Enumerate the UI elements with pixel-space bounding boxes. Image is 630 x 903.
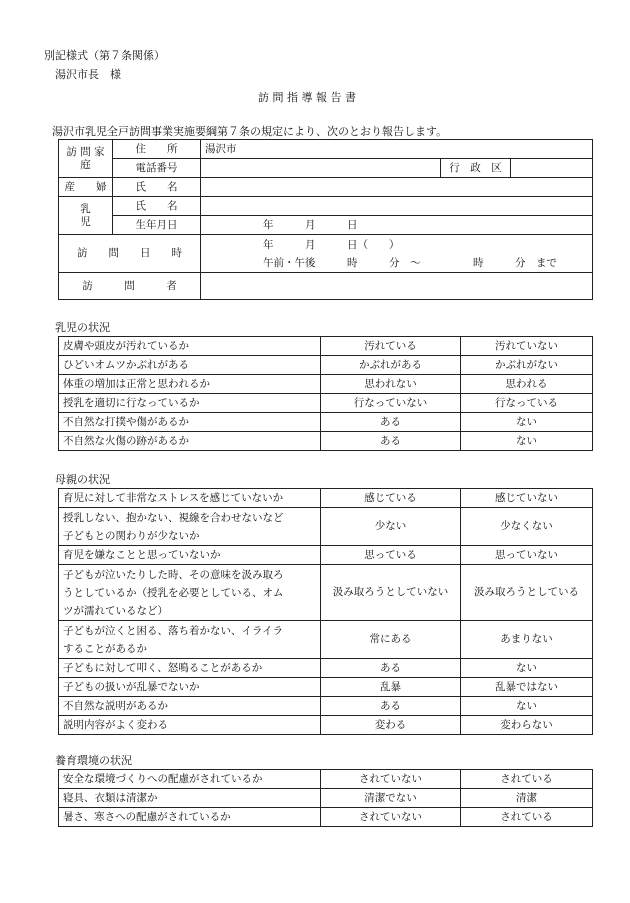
infant-dob-label: 生年月日 — [113, 216, 201, 235]
normal-option[interactable]: ない — [461, 659, 593, 678]
question-cell: 子どもに対して叩く、怒鳴ることがあるか — [59, 659, 321, 678]
table-row — [59, 659, 593, 678]
question-cell: 授乳を適切に行なっているか — [59, 394, 321, 413]
infant-name-label: 氏 名 — [113, 197, 201, 216]
question-cell: ひどいオムツかぶれがある — [59, 356, 321, 375]
table-row — [59, 337, 593, 356]
mother-name-field[interactable] — [201, 178, 593, 197]
normal-option[interactable]: あまりない — [461, 621, 593, 659]
environment-status-table — [58, 769, 593, 827]
district-label: 行 政 区 — [441, 159, 511, 178]
question-cell: 子どもが泣くと困る、落ち着かない、イライラ することがあるか — [59, 621, 321, 659]
visitor-field[interactable] — [201, 273, 593, 300]
form-reference: 別記様式（第７条関係） — [44, 49, 165, 62]
table-row — [59, 808, 593, 827]
mother-section-heading: 母親の状況 — [55, 473, 110, 486]
table-row — [59, 565, 593, 621]
addressee: 湯沢市長 様 — [55, 68, 121, 81]
question-cell: 体重の増加は正常と思われるか — [59, 375, 321, 394]
infant-status-table — [58, 336, 593, 451]
environment-section-heading: 養育環境の状況 — [55, 754, 132, 767]
question-cell: 不自然な火傷の跡があるか — [59, 432, 321, 451]
table-row — [59, 621, 593, 659]
normal-option[interactable]: 清潔 — [461, 789, 593, 808]
datetime-label: 訪 問 日 時 — [59, 235, 201, 273]
concern-option[interactable]: ある — [321, 413, 461, 432]
question-cell: 子どもが泣いたりした時、その意味を汲み取ろ うとしているか（授乳を必要としている、オム ツが濡れているなど） — [59, 565, 321, 621]
normal-option[interactable]: されている — [461, 808, 593, 827]
table-row — [59, 789, 593, 808]
normal-option[interactable]: ない — [461, 697, 593, 716]
question-cell: 育児を嫌なことと思っていないか — [59, 546, 321, 565]
question-cell: 授乳しない、抱かない、視線を合わせないなど 子どもとの関わりが少ないか — [59, 508, 321, 546]
infant-label: 乳 児 — [59, 197, 113, 235]
question-cell: 説明内容がよく変わる — [59, 716, 321, 735]
normal-option[interactable]: 感じていない — [461, 489, 593, 508]
concern-option[interactable]: 汚れている — [321, 337, 461, 356]
concern-option[interactable]: 思われない — [321, 375, 461, 394]
infant-dob-field[interactable]: 年 月 日 — [201, 216, 593, 235]
normal-option[interactable]: 乱暴ではない — [461, 678, 593, 697]
mother-name-label: 氏 名 — [113, 178, 201, 197]
normal-option[interactable]: 思っていない — [461, 546, 593, 565]
visitor-label: 訪 問 者 — [59, 273, 201, 300]
normal-option[interactable]: 少なくない — [461, 508, 593, 546]
concern-option[interactable]: 感じている — [321, 489, 461, 508]
table-row — [59, 508, 593, 546]
datetime-line-date: 年 月 日（ ） — [263, 238, 400, 251]
table-row — [59, 697, 593, 716]
normal-option[interactable]: ない — [461, 413, 593, 432]
concern-option[interactable]: 変わる — [321, 716, 461, 735]
normal-option[interactable]: かぶれがない — [461, 356, 593, 375]
question-cell: 皮膚や頭皮が汚れているか — [59, 337, 321, 356]
normal-option[interactable]: 行なっている — [461, 394, 593, 413]
concern-option[interactable]: 常にある — [321, 621, 461, 659]
page-title: 訪 問 指 導 報 告 書 — [258, 91, 356, 104]
table-row — [59, 356, 593, 375]
concern-option[interactable]: 少ない — [321, 508, 461, 546]
mother-label: 産 婦 — [59, 178, 113, 197]
normal-option[interactable]: 思われる — [461, 375, 593, 394]
household-label: 訪 問 家 庭 — [59, 140, 113, 178]
concern-option[interactable]: 行なっていない — [321, 394, 461, 413]
normal-option[interactable]: ない — [461, 432, 593, 451]
table-row — [59, 716, 593, 735]
concern-option[interactable]: されていない — [321, 770, 461, 789]
normal-option[interactable]: 汚れていない — [461, 337, 593, 356]
concern-option[interactable]: されていない — [321, 808, 461, 827]
concern-option[interactable]: ある — [321, 432, 461, 451]
table-row — [59, 432, 593, 451]
infant-name-field[interactable] — [201, 197, 593, 216]
question-cell: 子どもの扱いが乱暴でないか — [59, 678, 321, 697]
mother-status-table — [58, 488, 593, 735]
datetime-line-time: 午前・午後 時 分 ～ 時 分 まで — [263, 256, 557, 269]
concern-option[interactable]: 乱暴 — [321, 678, 461, 697]
phone-label: 電話番号 — [113, 159, 201, 178]
concern-option[interactable]: かぶれがある — [321, 356, 461, 375]
question-cell: 寝具、衣類は清潔か — [59, 789, 321, 808]
concern-option[interactable]: 清潔でない — [321, 789, 461, 808]
question-cell: 暑さ、寒さへの配慮がされているか — [59, 808, 321, 827]
table-row — [59, 546, 593, 565]
question-cell: 育児に対して非常なストレスを感じていないか — [59, 489, 321, 508]
question-cell: 安全な環境づくりへの配慮がされているか — [59, 770, 321, 789]
infant-section-heading: 乳児の状況 — [55, 321, 110, 334]
concern-option[interactable]: ある — [321, 697, 461, 716]
normal-option[interactable]: されている — [461, 770, 593, 789]
concern-option[interactable]: ある — [321, 659, 461, 678]
table-row — [59, 394, 593, 413]
normal-option[interactable]: 汲み取ろうとしている — [461, 565, 593, 621]
question-cell: 不自然な説明があるか — [59, 697, 321, 716]
visit-info-table — [58, 139, 593, 300]
intro-text: 湯沢市乳児全戸訪問事業実施要綱第７条の規定により、次のとおり報告します。 — [52, 125, 448, 138]
question-cell: 不自然な打撲や傷があるか — [59, 413, 321, 432]
table-row — [59, 678, 593, 697]
table-row — [59, 489, 593, 508]
concern-option[interactable]: 思っている — [321, 546, 461, 565]
address-label: 住 所 — [113, 140, 201, 159]
concern-option[interactable]: 汲み取ろうとしていない — [321, 565, 461, 621]
district-field[interactable] — [511, 159, 593, 178]
normal-option[interactable]: 変わらない — [461, 716, 593, 735]
datetime-field[interactable] — [201, 235, 593, 273]
phone-field[interactable] — [201, 159, 441, 178]
table-row — [59, 413, 593, 432]
address-value[interactable]: 湯沢市 — [201, 140, 593, 159]
table-row — [59, 770, 593, 789]
table-row — [59, 375, 593, 394]
